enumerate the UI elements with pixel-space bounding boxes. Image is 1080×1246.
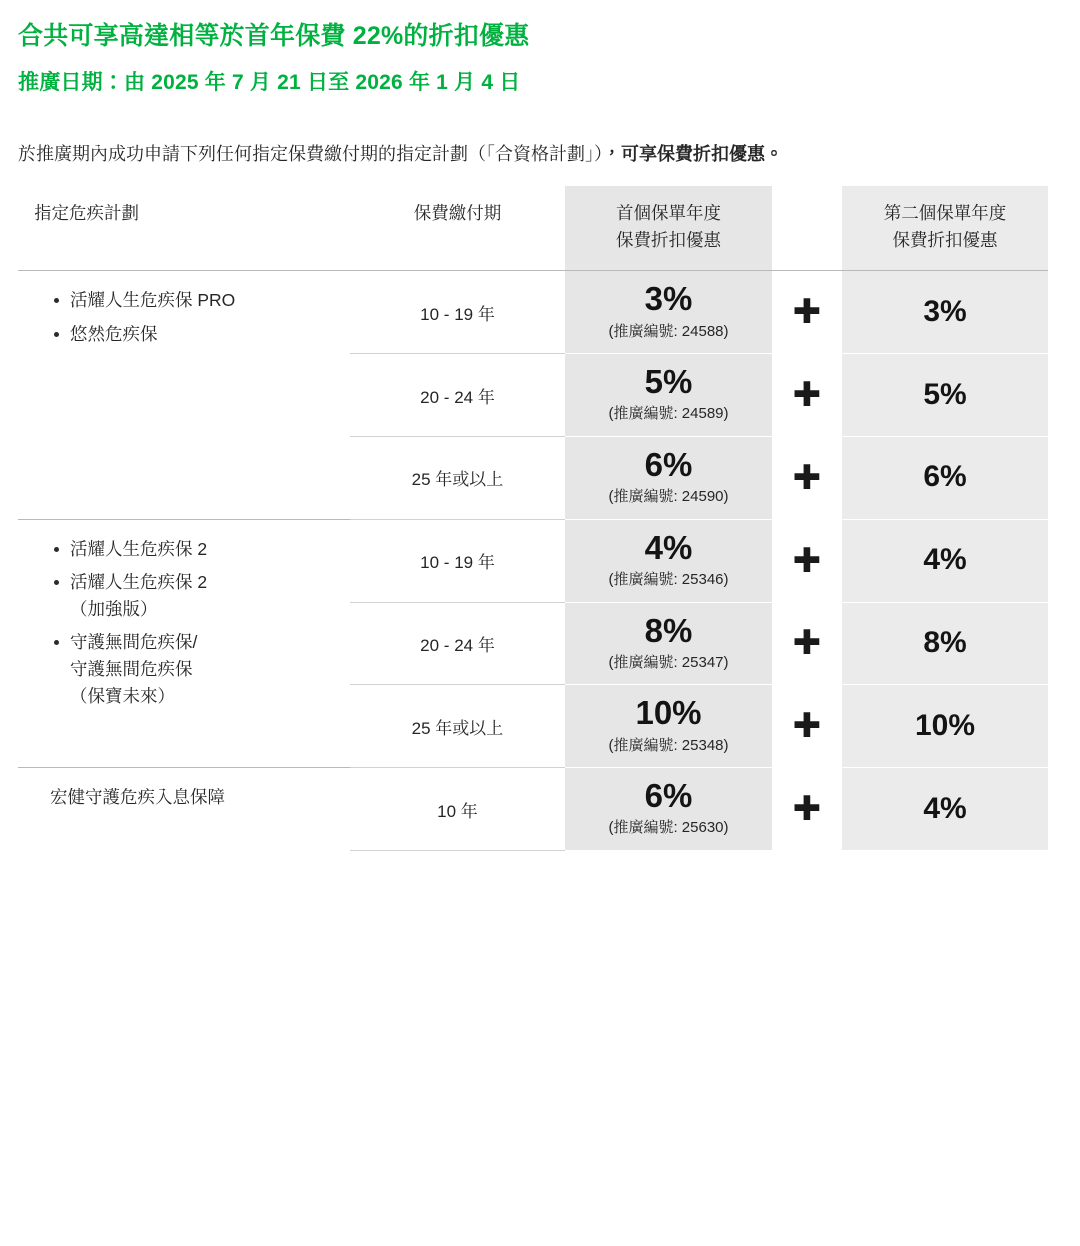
year2-discount-cell — [842, 519, 1048, 602]
year1-discount-cell — [565, 436, 772, 519]
year1-discount-cell — [565, 271, 772, 354]
year2-discount-cell — [842, 685, 1048, 768]
year1-discount-cell — [565, 685, 772, 768]
table-row — [18, 519, 1048, 602]
intro-paragraph — [18, 141, 1056, 168]
promotion-code: (推廣編號: 25348) — [608, 736, 729, 754]
year1-percent: 3% — [644, 280, 693, 318]
header-plan: 指定危疾計劃 — [18, 186, 350, 271]
promotion-code: (推廣編號: 25347) — [608, 653, 729, 671]
term-cell: 10 - 19 年 — [350, 271, 565, 354]
year1-percent: 6% — [644, 777, 693, 815]
header-year2-line2: 保費折扣優惠 — [892, 230, 998, 251]
plan-list-group-1 — [34, 287, 338, 347]
plan-name-cont: （加強版） — [70, 599, 158, 620]
plan-cell-group-2 — [18, 519, 350, 767]
plan-cell-group-1 — [18, 271, 350, 519]
plus-icon: ✚ — [772, 354, 842, 437]
plus-icon: ✚ — [772, 271, 842, 354]
table-body — [18, 271, 1048, 851]
term-cell: 10 年 — [350, 768, 565, 851]
promotion-code: (推廣編號: 24590) — [608, 488, 729, 506]
year1-percent: 5% — [644, 363, 693, 401]
header-year2-line1: 第二個保單年度 — [883, 203, 1007, 224]
plan-name: 悠然危疾保 — [70, 323, 158, 344]
term-cell: 10 - 19 年 — [350, 519, 565, 602]
table-row — [18, 271, 1048, 354]
year2-percent: 8% — [923, 625, 967, 659]
year2-percent: 4% — [923, 791, 967, 825]
header-year2-discount — [842, 186, 1048, 271]
year1-percent: 8% — [644, 611, 693, 649]
year1-percent: 6% — [644, 445, 693, 483]
list-item — [54, 321, 338, 348]
year1-discount-cell — [565, 519, 772, 602]
year2-percent: 3% — [923, 294, 967, 328]
header-premium-term: 保費繳付期 — [350, 186, 565, 271]
plan-name: 活耀人生危疾保 2 — [70, 571, 208, 592]
plus-icon: ✚ — [772, 768, 842, 851]
promotion-discount-table — [18, 186, 1048, 851]
year2-discount-cell — [842, 436, 1048, 519]
term-cell: 20 - 24 年 — [350, 602, 565, 685]
table-header — [18, 186, 1048, 271]
term-cell: 20 - 24 年 — [350, 354, 565, 437]
plan-name: 活耀人生危疾保 PRO — [70, 290, 236, 311]
plus-icon: ✚ — [772, 436, 842, 519]
promotion-code: (推廣編號: 24589) — [608, 405, 729, 423]
header-year1-discount — [565, 186, 772, 271]
promotion-code: (推廣編號: 24588) — [608, 322, 729, 340]
intro-text: 於推廣期內成功申請下列任何指定保費繳付期的指定計劃（「合資格計劃」） — [18, 144, 603, 165]
year1-percent: 10% — [635, 694, 702, 732]
year2-percent: 5% — [923, 377, 967, 411]
year2-discount-cell — [842, 602, 1048, 685]
plan-name: 活耀人生危疾保 2 — [70, 538, 208, 559]
table-header-row — [18, 186, 1048, 271]
plan-name: 守護無間危疾保/ — [70, 632, 198, 653]
list-item — [54, 287, 338, 314]
plan-name-cont: 守護無間危疾保 — [70, 659, 193, 680]
plan-list-group-2 — [34, 536, 338, 711]
year1-percent: 4% — [644, 528, 693, 566]
promotion-code: (推廣編號: 25346) — [608, 571, 729, 589]
header-plus-spacer — [772, 186, 842, 271]
year1-discount-cell — [565, 602, 772, 685]
plus-icon: ✚ — [772, 685, 842, 768]
year2-discount-cell — [842, 271, 1048, 354]
header-year1-line2: 保費折扣優惠 — [616, 230, 721, 251]
term-cell: 25 年或以上 — [350, 685, 565, 768]
list-item — [54, 629, 338, 710]
plan-cell-group-3 — [18, 768, 350, 851]
year2-discount-cell — [842, 354, 1048, 437]
plan-name: 宏健守護危疾入息保障 — [50, 787, 225, 808]
plan-name-cont2: （保寶未來） — [70, 686, 175, 707]
year2-discount-cell — [842, 768, 1048, 851]
term-cell: 25 年或以上 — [350, 436, 565, 519]
plus-icon: ✚ — [772, 602, 842, 685]
promotion-period-subheadline: 推廣日期：由 2025 年 7 月 21 日至 2026 年 1 月 4 日 — [18, 70, 521, 94]
table-row — [18, 768, 1048, 851]
list-item — [54, 536, 338, 563]
year2-percent: 6% — [923, 460, 967, 494]
page-headline: 合共可享高達相等於首年保費 22%的折扣優惠 — [18, 22, 530, 50]
list-item — [54, 569, 338, 623]
year2-percent: 4% — [923, 543, 967, 577]
year2-percent: 10% — [914, 708, 976, 742]
plus-icon: ✚ — [772, 519, 842, 602]
intro-text-bold: ，可享保費折扣優惠。 — [603, 144, 783, 165]
header-year1-line1: 首個保單年度 — [616, 203, 721, 224]
year1-discount-cell — [565, 354, 772, 437]
year1-discount-cell — [565, 768, 772, 851]
promotion-code: (推廣編號: 25630) — [608, 819, 729, 837]
